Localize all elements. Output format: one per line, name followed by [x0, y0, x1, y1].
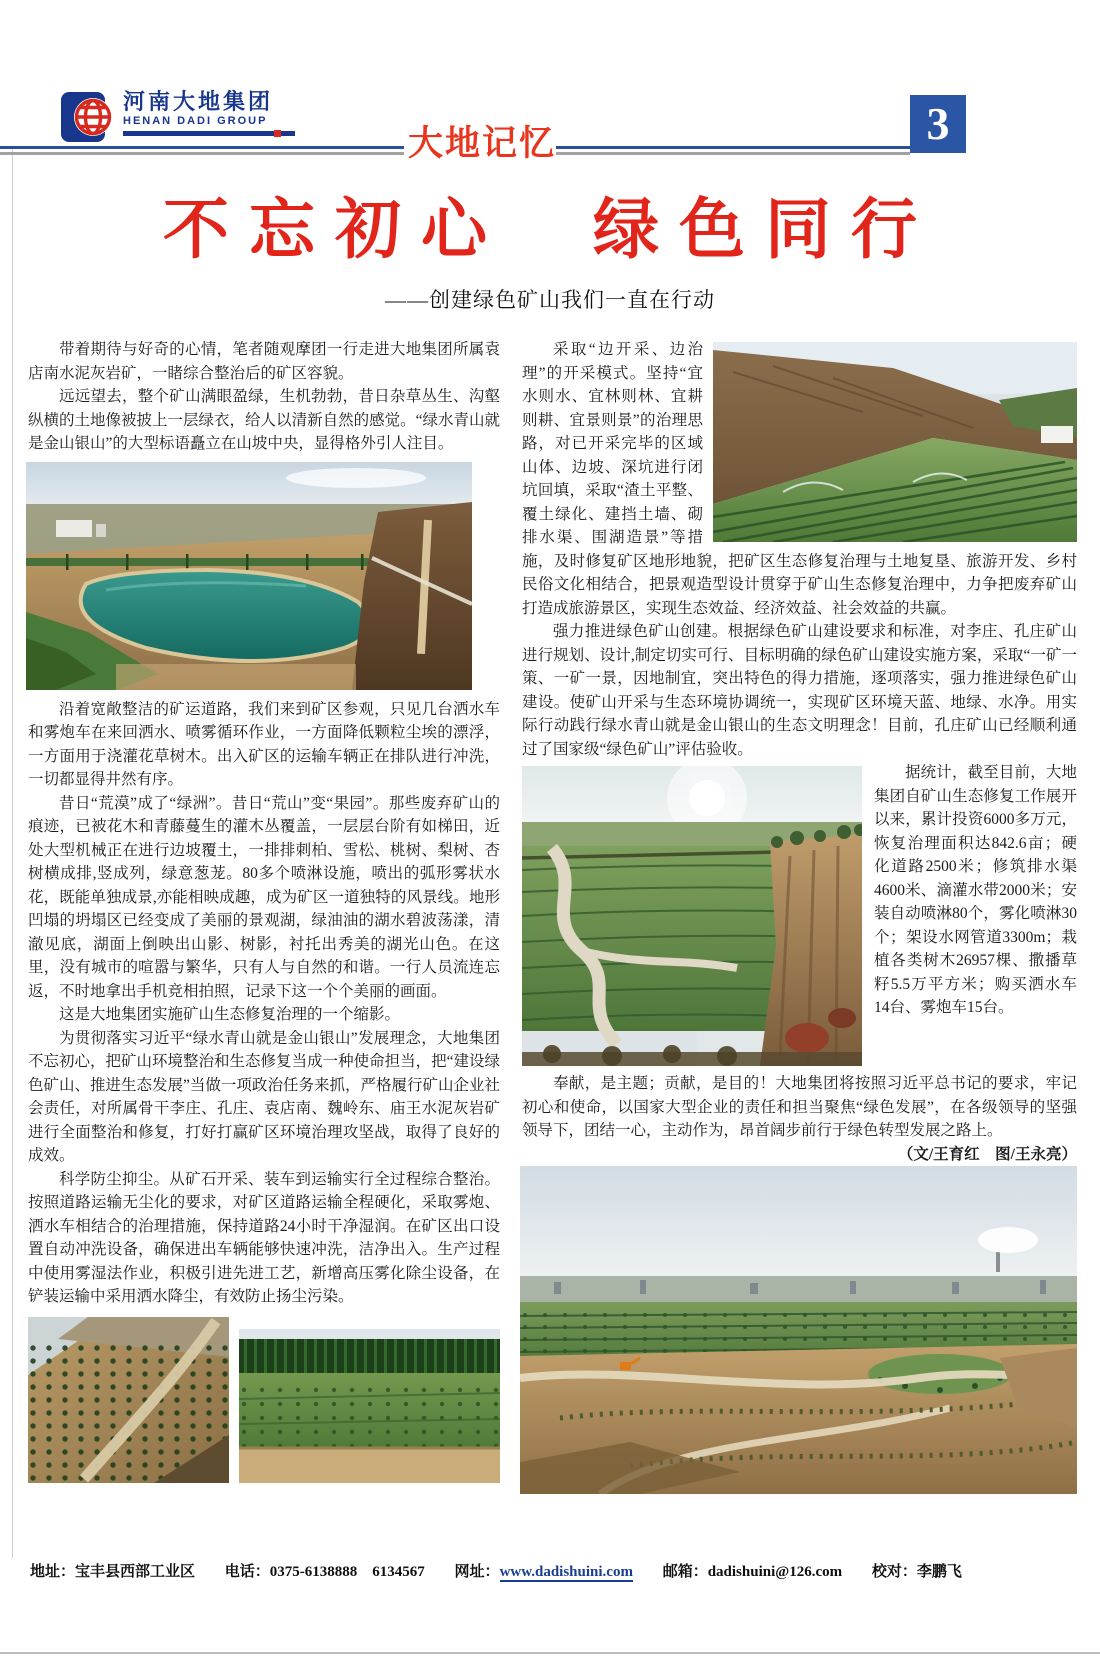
- paragraph: 沿着宽敞整洁的矿运道路，我们来到矿区参观，只见几台洒水车和雾炮车在来回洒水、喷雾循环作业，一方面降低颗粒尘埃的漂浮，一方面用于浇灌花草树木。出入矿区的运输车辆正在排队进行冲洗，一切都显得井然有序。: [28, 700, 500, 788]
- paragraph-text: 奉献，是主题；贡献，是目的！大地集团将按照习近平总书记的要求，牢记初心和使命，以国家大型企业的责任和担当聚焦“绿色发展”，在各级领导的坚强领导下，团结一心，主动作为，昂首阔步前行于绿色转型发展之路上。: [522, 1075, 1077, 1139]
- photo-green-slope-poplars: [239, 1329, 500, 1483]
- byline: （文/王育红 图/王永亮）: [897, 1145, 1077, 1163]
- web-label: 网址：: [454, 1564, 500, 1580]
- section-title: 大地记忆: [407, 124, 556, 163]
- page-bottom-border: [0, 1652, 1100, 1654]
- email-link[interactable]: dadishuini@126.com: [707, 1564, 843, 1580]
- logo-underline-bar: [123, 131, 295, 136]
- paragraph: 这是大地集团实施矿山生态修复治理的一个缩影。: [59, 1006, 401, 1023]
- photo-quarry-lake: [26, 462, 472, 690]
- paragraph: 为贯彻落实习近平“绿水青山就是金山银山”发展理念，大地集团不忘初心，把矿山环境整治和生态修复当成一种使命担当，把“建设绿色矿山、推进生态发展”当做一项政治任务来抓，严格履行矿山企业社会责任，对所属骨干李庄、孔庄、袁店南、魏岭东、庙王水泥灰岩矿进行全面整治和修复，打好打赢矿区环境治理攻坚战，取得了良好的成效。: [28, 1029, 500, 1164]
- logo-text: [123, 90, 295, 136]
- proofreader-value: 李鹏飞: [916, 1564, 962, 1580]
- article-headline: 不忘初心 绿色同行: [163, 194, 937, 267]
- logo-red-dot: [274, 130, 281, 137]
- paragraph: 昔日“荒漠”成了“绿洲”。昔日“荒山”变“果园”。那些废弃矿山的痕迹，已被花木和青藤蔓生的灌木丛覆盖，一层层台阶有如梯田，近处大型机械正在进行边坡覆土，一排排刺柏、雪松、桃树、梨树、杏树横成排,竖成列，绿意葱茏。80多个喷淋设施，喷出的弧形雾状水花，既能单独成景,亦能相映成趣，成为矿区一道独特的风景线。地形凹塌的坍塌区已经变成了美丽的景观湖，绿油油的湖水碧波荡漾，清澈见底，湖面上倒映出山影、树影，衬托出秀美的湖光山色。在这里，没有城市的喧嚣与繁华，只有人与自然的和谐。一行人员流连忘返，不时地拿出手机竞相拍照，记录下这一个个美丽的画面。: [28, 794, 500, 1000]
- photo-terraced-planting: [28, 1317, 229, 1483]
- phone-label: 电话：: [224, 1564, 270, 1580]
- page-left-border: [12, 148, 13, 1558]
- phone-value: 0375-6138888 6134567: [269, 1564, 425, 1580]
- photo-reclaimed-mine-panorama: [520, 1166, 1077, 1494]
- website-link[interactable]: www.dadishuini.com: [499, 1564, 633, 1580]
- paragraph-text: 据统计，截至目前，大地集团自矿山生态修复工作展开以来，累计投资6000多万元，恢复治理面积达842.6亩；硬化道路2500米；修筑排水渠4600米、滴灌水带2000米；安装自动喷淋80个，雾化喷淋30个；架设水网管道3300m；栽植各类树木26957棵、撒播草籽5.5万平方米；购买洒水车14台、雾炮车15台。: [874, 764, 1077, 1016]
- logo-name-cn: 河南大地集团: [123, 89, 274, 114]
- address-label: 地址：: [30, 1564, 76, 1580]
- page-number-badge: 3: [910, 95, 966, 153]
- page-footer: [30, 1560, 1075, 1581]
- globe-logo-icon: [60, 90, 114, 153]
- masthead-logo: [60, 90, 295, 153]
- header-rule-right: [556, 146, 910, 155]
- article-subtitle: ——创建绿色矿山我们一直在行动: [385, 288, 715, 312]
- address-value: 宝丰县西部工业区: [75, 1564, 196, 1580]
- paragraph: [522, 338, 1077, 620]
- photo-hillside-tree-rows: [713, 342, 1077, 542]
- paragraph: 带着期待与好奇的心情，笔者随观摩团一行走进大地集团所属袁店南水泥灰岩矿，一睹综合整治后的矿区容貌。: [28, 341, 500, 382]
- bottom-left-photo-row: [28, 1317, 500, 1483]
- email-label: 邮箱：: [662, 1564, 708, 1580]
- paragraph: [522, 761, 1077, 1020]
- logo-name-en: HENAN DADI GROUP: [123, 115, 268, 127]
- photo-quarry-road: [522, 766, 862, 1066]
- paragraph: 强力推进绿色矿山创建。根据绿色矿山建设要求和标准，对李庄、孔庄矿山进行规划、设计,制定切实可行、目标明确的绿色矿山建设实施方案，采取“一矿一策、一矿一景，因地制宜，突出特色的得力措施，逐项落实，强力推进绿色矿山建设。使矿山开采与生态环境协调统一，实现矿区环境天蓝、地绿、水净。用实际行动践行绿水青山就是金山银山的生态文明理念！目前，孔庄矿山已经顺利通过了国家级“绿色矿山”评估验收。: [522, 623, 1077, 758]
- left-column: [28, 338, 500, 1483]
- paragraph: 远远望去，整个矿山满眼盈绿，生机勃勃，昔日杂草丛生、沟壑纵横的土地像被披上一层绿衣，给人以清新自然的感觉。“绿水青山就是金山银山”的大型标语矗立在山坡中央，显得格外引人注目。: [28, 388, 500, 452]
- paragraph: 科学防尘抑尘。从矿石开采、装车到运输实行全过程综合整治。按照道路运输无尘化的要求，对矿区道路运输全程硬化，采取雾炮、洒水车相结合的治理措施，保持道路24小时干净湿润。在矿区出口设置自动冲洗设备，确保进出车辆能够快速冲洗，洁净出入。生产过程中使用雾湿法作业，积极引进先进工艺，新增高压雾化除尘设备，在铲装运输中采用洒水降尘，有效防止扬尘污染。: [28, 1170, 500, 1305]
- paragraph-text: 采取“边开采、边治理”的开采模式。坚持“宜水则水、宜林则林、宜耕则耕、宜景则景”的治理思路，对已开采完毕的区域山体、边坡、深坑进行闭坑回填，采取“渣土平整、覆土绿化、建挡土墙、砌排水渠、围湖造景”等措施，及时修复矿区地形地貌，把矿区生态修复治理与土地复垦、旅游开发、乡村民俗文化相结合，把景观造型设计贯穿于矿山生态修复治理中，力争把废弃矿山打造成旅游景区，实现生态效益、经济效益、社会效益的共赢。: [522, 341, 1077, 617]
- header-rule-left: [0, 146, 404, 155]
- right-column: [522, 338, 1077, 1494]
- proofreader-label: 校对：: [871, 1564, 917, 1580]
- paragraph: [522, 1072, 1077, 1163]
